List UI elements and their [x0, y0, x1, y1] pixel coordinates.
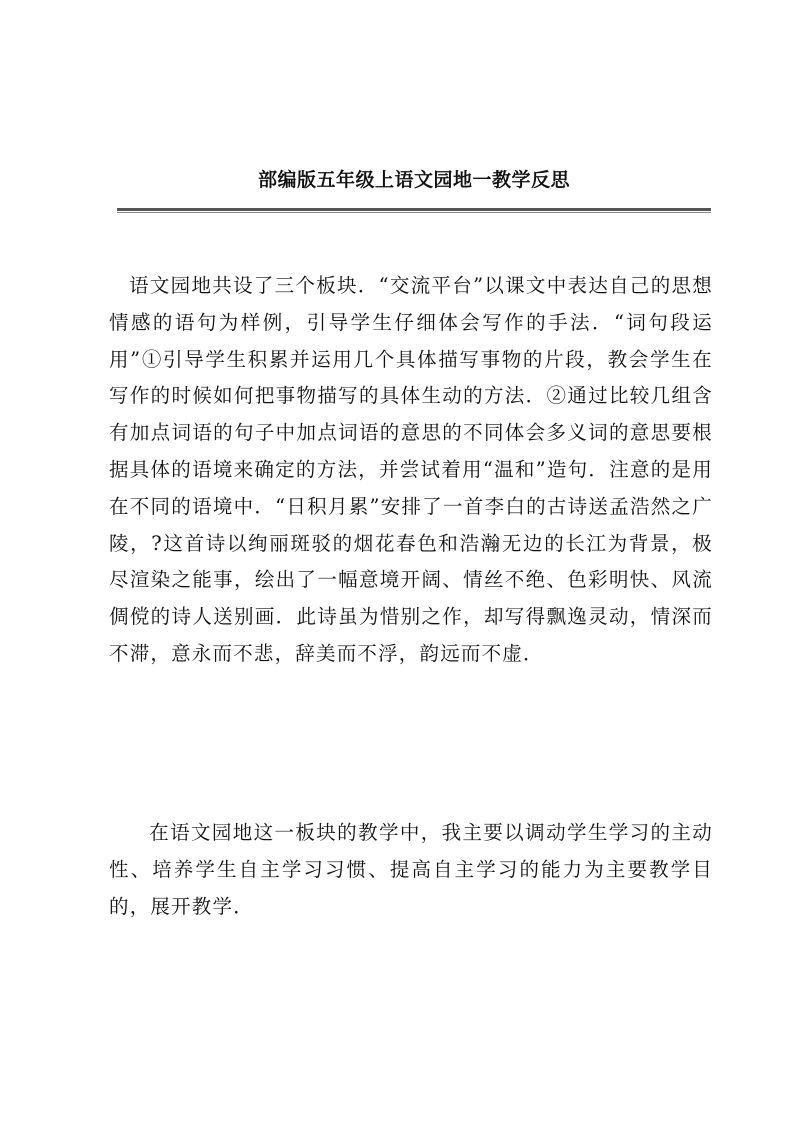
paragraph-1-text: 语文园地共设了三个板块．“交流平台”以课文中表达自己的思想情感的语句为样例，引导学生仔细体会写作的手法．“词句段运用”①引导学生积累并运用几个具体描写事物的片段，教会学生在写作的时候如何把事物描写的具体生动的方法．②通过比较几组含有加点词语的句子中加点词语的意思的不同体会多义词的意思要根据具体的语境来确定的方法，并尝试着用“温和”造句．注意的是用在不同的语境中．“日积月累”安排了一首李白的古诗送孟浩然之广陵，?这首诗以绚丽斑驳的烟花春色和浩瀚无边的长江为背景，极尽渲染之能事，绘出了一幅意境开阔、情丝不绝、色彩明快、风流倜傥的诗人送别画．此诗虽为惜别之作，却写得飘逸灵动，情深而不滞，意永而不悲，辞美而不浮，韵远而不虚． — [109, 274, 713, 665]
body-paragraph-1 — [109, 268, 713, 673]
document-title: 部编版五年级上语文园地一教学反思 — [257, 169, 570, 191]
title-divider — [117, 208, 711, 213]
body-paragraph-2 — [109, 815, 713, 925]
paragraph-2-text: 在语文园地这一板块的教学中，我主要以调动学生学习的主动性、培养学生自主学习习惯、提高自主学习的能力为主要教学目的，展开教学． — [109, 821, 713, 918]
